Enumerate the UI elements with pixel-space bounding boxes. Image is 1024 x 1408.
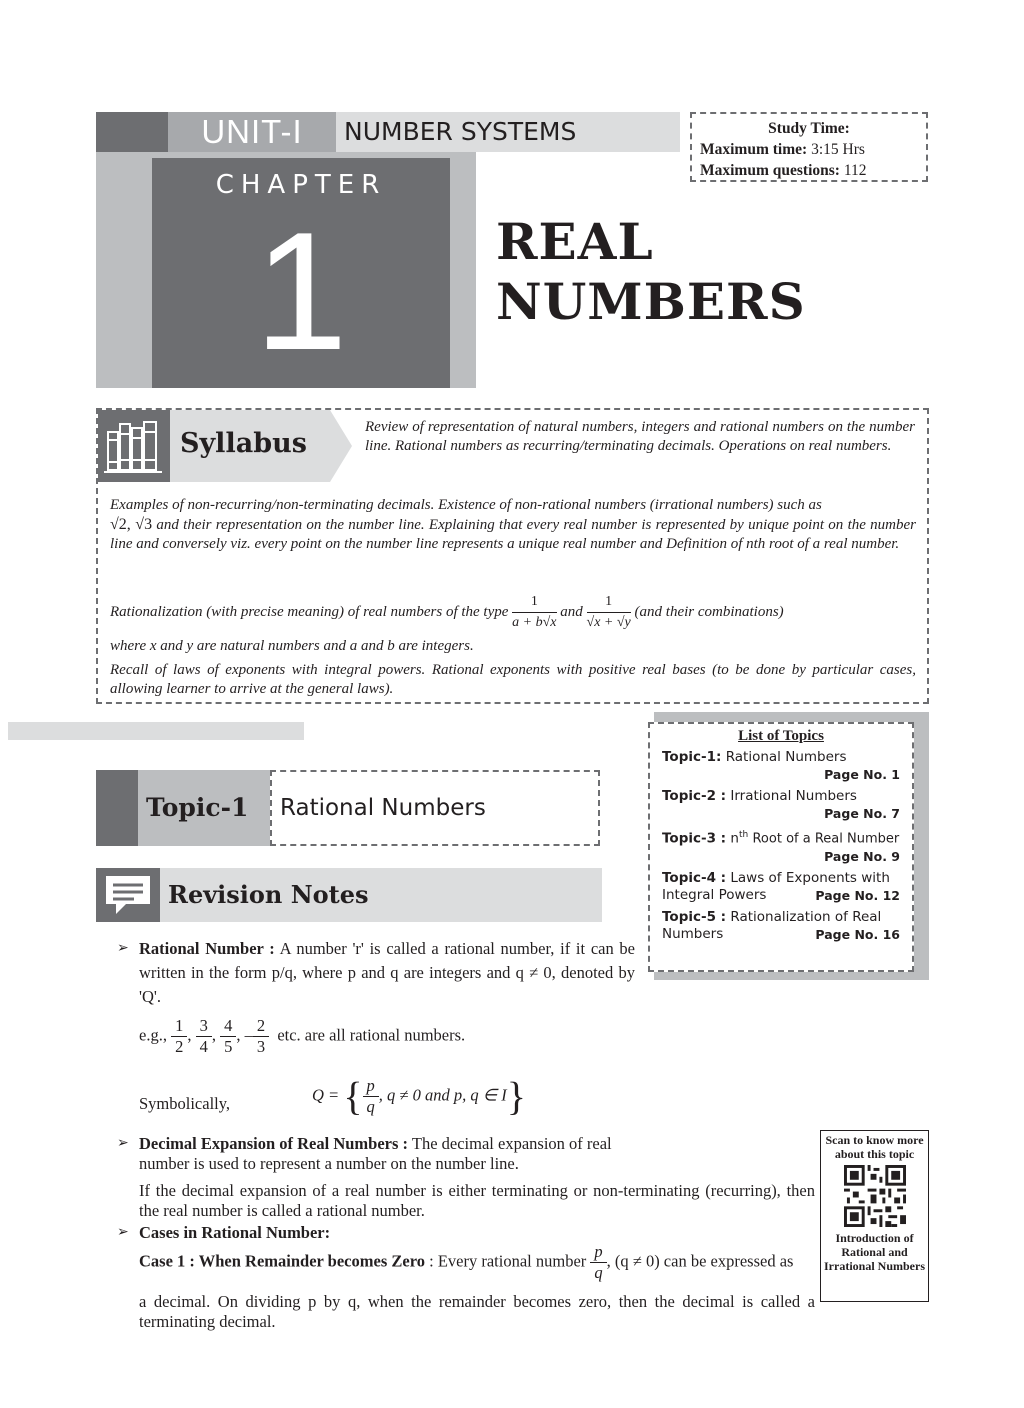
topics-list-title: List of Topics xyxy=(738,728,824,744)
topic-entry-3: Topic-3 : $n^{th}$ Root of a Real Number Page No. 9 xyxy=(662,830,900,864)
max-questions-row xyxy=(700,160,918,181)
syllabus-paragraph-2 xyxy=(110,592,916,633)
syllabus-intro: Review of representation of natural numbers, integers and rational numbers on the number line. Rational numbers as recurring/terminating decimals. Operations on real numbers. xyxy=(365,419,915,454)
symbolically-label: Symbolically, xyxy=(139,1094,231,1113)
topic1-accent xyxy=(96,770,138,846)
example-fraction: $\frac{3}{4}$ xyxy=(196,1016,212,1057)
syllabus-arrow xyxy=(330,410,352,482)
fraction-root-x-root-y: $\frac{1}{√x + √y}$ xyxy=(586,594,631,630)
chapter-word: CHAPTER xyxy=(215,170,387,200)
notes-icon xyxy=(96,868,160,922)
max-time-row xyxy=(700,139,918,160)
decimal-expansion-definition: The decimal expansion of real number is used to represent a number on the number line. xyxy=(139,1134,612,1173)
arrow-bullet-icon: ➢ xyxy=(117,941,129,956)
syllabus-p1-b: and their representation on the number line. Explaining that every real number is represented by unique point on the number line and conversely viz. every point on the number line represents a unique real number and Definition of nth root of a real number. xyxy=(110,517,916,552)
topic-entry-1: Topic-1: Rational Numbers Page No. 1 xyxy=(662,749,900,782)
fraction-a-b-root-x: $\frac{1}{a + b√x}$ xyxy=(512,594,557,630)
study-time-box xyxy=(690,112,928,182)
topic-page-5: Page No. 16 xyxy=(815,926,900,942)
right-brace: } xyxy=(506,1073,526,1119)
example-fraction: $\frac{4}{5}$ xyxy=(220,1016,236,1057)
chapter-block xyxy=(152,158,450,388)
qr-bottom-text: Introduction of Rational and Irrational Numbers xyxy=(824,1231,925,1273)
p-over-q: $\frac{p}{q}$ xyxy=(590,1242,606,1283)
decimal-expansion-p2: If the decimal expansion of a real number is either terminating or non-terminating (recurring), then the real number is called a rational number. xyxy=(139,1181,815,1220)
chapter-title-line2: NUMBERS xyxy=(496,272,806,331)
max-questions-label: Maximum questions: xyxy=(700,162,840,179)
unit-bar-accent xyxy=(96,112,168,152)
term-decimal-expansion: Decimal Expansion of Real Numbers : xyxy=(139,1134,409,1153)
syllabus-p2-b: (and their combinations) xyxy=(634,603,784,620)
max-questions-value: 112 xyxy=(843,162,867,179)
topic-page-4: Page No. 12 xyxy=(815,887,900,903)
negative-sign: – xyxy=(244,1025,253,1045)
syllabus-label: Syllabus xyxy=(180,428,307,459)
unit-label: UNIT-I xyxy=(168,112,336,152)
eg-tail: etc. are all rational numbers. xyxy=(277,1025,466,1045)
note-rational-number xyxy=(117,937,635,1009)
qr-code-icon[interactable] xyxy=(844,1165,906,1227)
syllabus-and: and xyxy=(560,603,583,620)
books-icon xyxy=(98,410,170,482)
note-decimal-expansion xyxy=(117,1134,631,1174)
symbolic-set xyxy=(312,1073,526,1119)
term-cases: Cases in Rational Number: xyxy=(139,1223,331,1242)
arrow-bullet-icon: ➢ xyxy=(117,1225,129,1240)
case-1-text-a: : Every rational number xyxy=(429,1251,587,1271)
p-over-q: $\frac{p}{q}$ xyxy=(363,1076,379,1117)
topic1-label: Topic-1 xyxy=(138,770,270,846)
unit-title: NUMBER SYSTEMS xyxy=(336,112,680,152)
rational-examples: e.g., $\frac{1}{2}$ , $\frac{3}{4}$ , $\frac{4}{5}$ , – $\frac{2}{3}$ etc. are all rational numbers. xyxy=(139,1016,466,1056)
max-time-value: 3:15 Hrs xyxy=(811,141,865,158)
example-fraction: $\frac{1}{2}$ xyxy=(171,1016,187,1057)
rational-number-definition: A number 'r' is called a rational number, if it can be written in the form p/q, where p and q are integers and q ≠ 0, denoted by 'Q'. xyxy=(139,939,635,1006)
chapter-title-line1: REAL xyxy=(496,212,654,271)
section-divider xyxy=(8,722,304,740)
qr-top-text: Scan to know more about this topic xyxy=(825,1133,924,1161)
syllabus-roots: √2, √3 xyxy=(110,516,153,533)
topic1-name: Rational Numbers xyxy=(270,770,600,846)
study-time-title: Study Time: xyxy=(768,120,850,137)
chapter-number: 1 xyxy=(254,197,348,385)
case-1-text-b: , (q ≠ 0) can be expressed as xyxy=(606,1251,794,1271)
topic-page-3: Page No. 9 xyxy=(824,848,900,864)
topic-page-1: Page No. 1 xyxy=(824,767,900,782)
symbolic-lhs: Q = xyxy=(312,1085,340,1105)
example-fraction: $\frac{2}{3}$ xyxy=(253,1016,269,1057)
syllabus-p1-a: Examples of non-recurring/non-terminating decimals. Existence of non-rational numbers (irrational numbers) such as xyxy=(110,497,822,513)
topic-entry-2: Topic-2 : Irrational Numbers Page No. 7 xyxy=(662,788,900,821)
chapter-title xyxy=(496,212,806,332)
syllabus-p2-c: where x and y are natural numbers and a and b are integers. xyxy=(110,638,474,654)
syllabus-paragraph-3: Recall of laws of exponents with integral powers. Rational exponents with positive real bases (to be done by particular cases, allowing learner to arrive at the general laws). xyxy=(110,662,916,697)
case-1 xyxy=(139,1242,815,1283)
topic-entry-4: Topic-4 : Laws of Exponents with Integral Powers Page No. 12 xyxy=(662,869,900,903)
arrow-bullet-icon: ➢ xyxy=(117,1136,129,1151)
topic-page-2: Page No. 7 xyxy=(824,806,900,821)
eg-label: e.g., xyxy=(139,1025,167,1045)
qr-code-box[interactable] xyxy=(820,1130,929,1302)
symbolic-rest: , q ≠ 0 and p, q ∈ I xyxy=(378,1085,507,1105)
syllabus-p2-a: Rationalization (with precise meaning) of real numbers of the type xyxy=(110,603,509,620)
term-rational-number: Rational Number : xyxy=(139,939,275,958)
max-time-label: Maximum time: xyxy=(700,141,808,158)
topic-entry-5: Topic-5 : Rationalization of Real Numbers Page No. 16 xyxy=(662,908,900,942)
term-case-1: Case 1 : When Remainder becomes Zero xyxy=(139,1251,425,1271)
revision-notes-label: Revision Notes xyxy=(160,868,602,922)
topics-list-box xyxy=(648,722,914,972)
left-brace: { xyxy=(343,1073,363,1119)
syllabus-paragraph-1 xyxy=(110,496,916,554)
case-1-text-c: a decimal. On dividing p by q, when the remainder becomes zero, then the decimal is called a terminating decimal. xyxy=(139,1292,815,1331)
